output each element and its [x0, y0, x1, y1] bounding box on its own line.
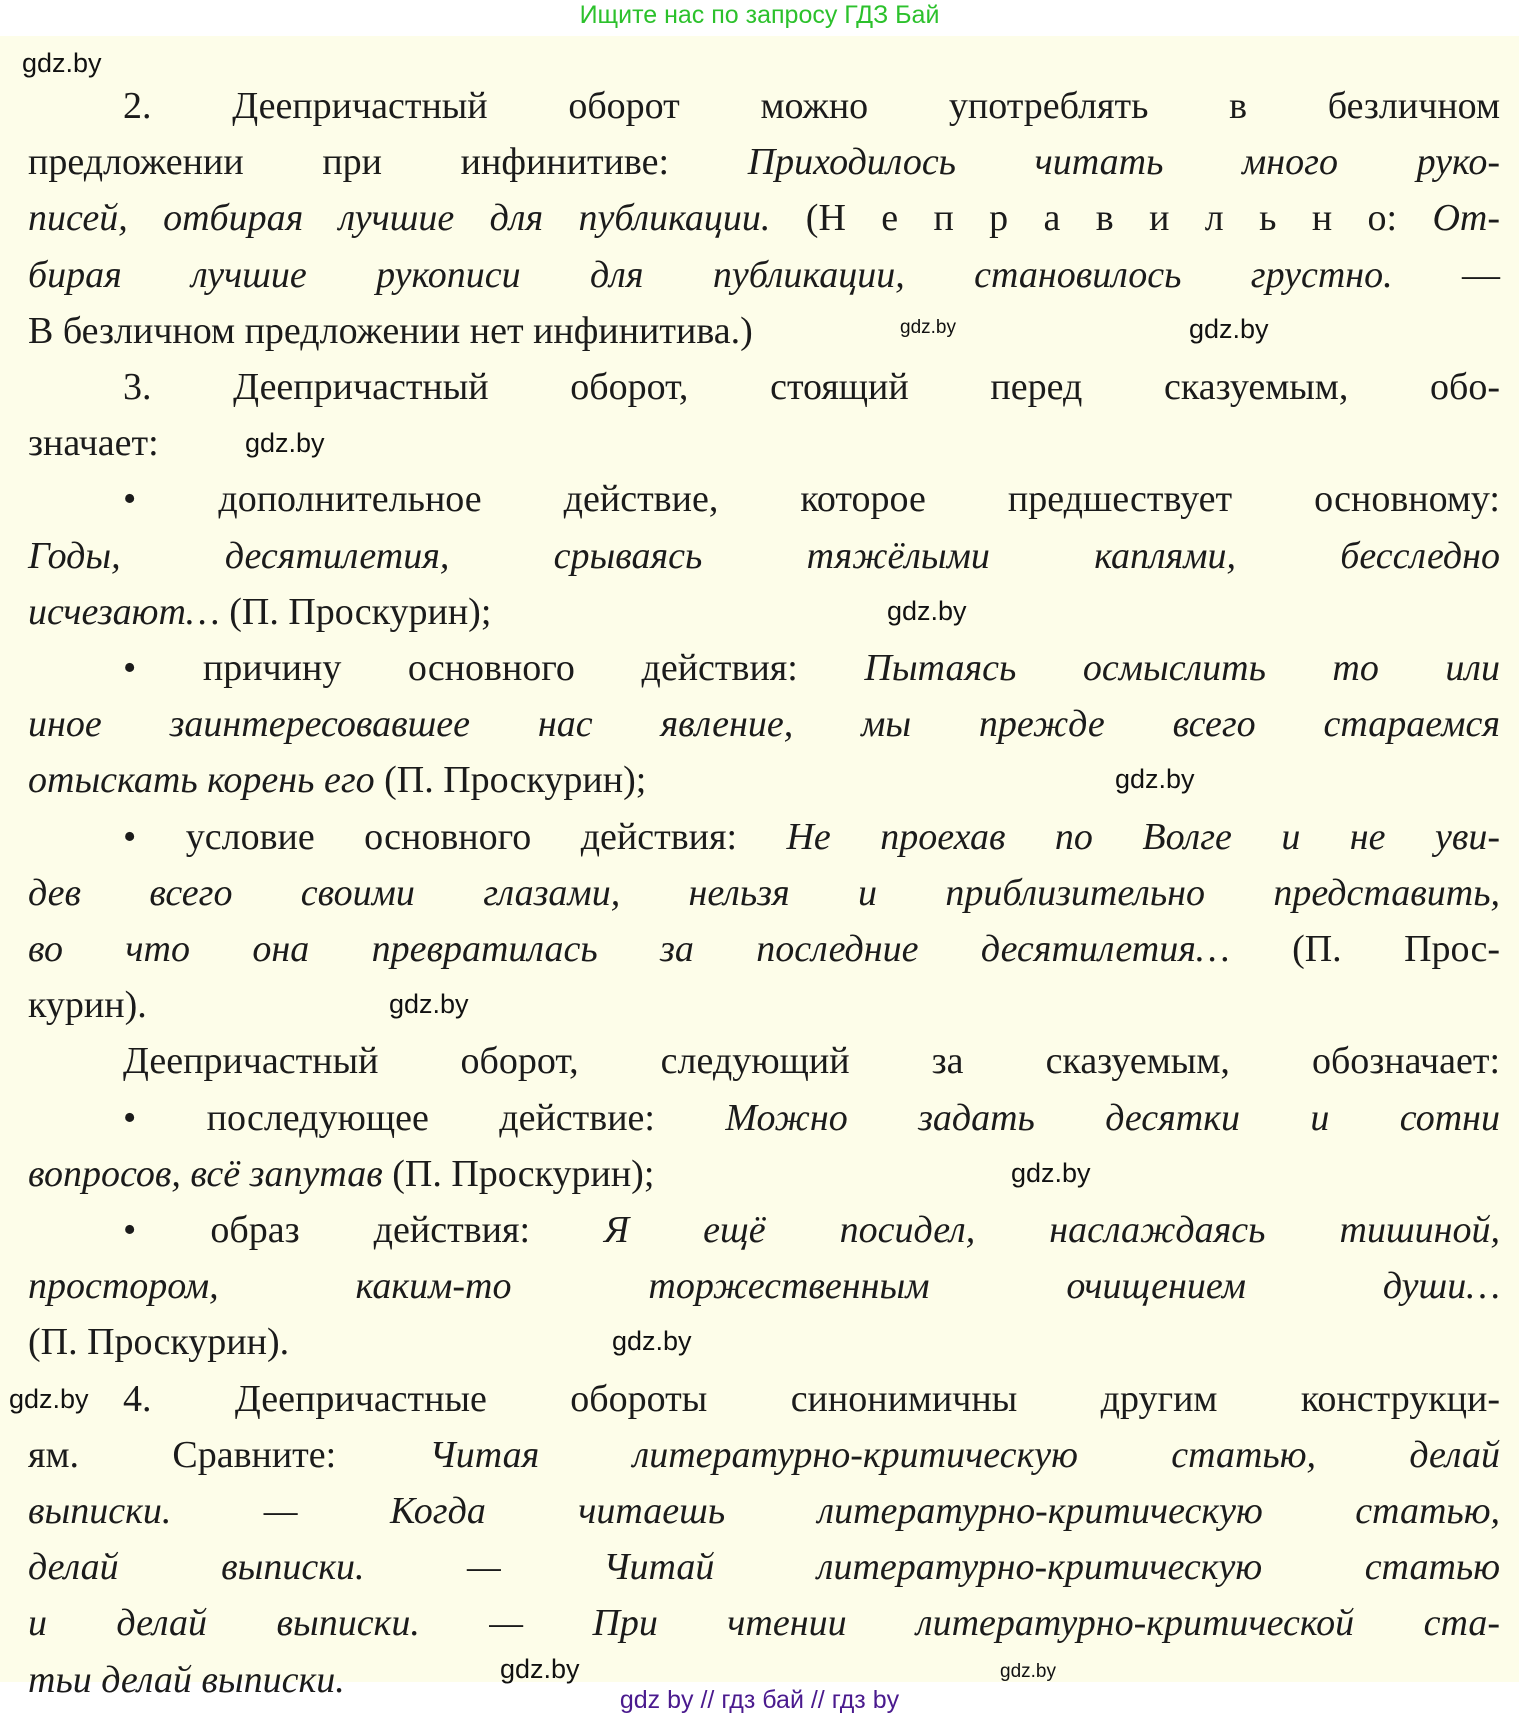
text-line [28, 134, 1500, 190]
example-text: Читая литературно-критическую статью, делай [429, 1433, 1500, 1476]
example-text: вопросов, всё запутав [28, 1152, 383, 1195]
watermark: gdz.by [9, 1384, 89, 1414]
example-text: во что она превратилась за последние десятилетия… [28, 928, 1230, 971]
example-text: писей, отбирая лучшие для публикации. [28, 197, 771, 240]
body-text: (Н е п р а в и л ь н о: [770, 197, 1433, 240]
watermark: gdz.by [22, 48, 102, 78]
watermark: gdz.by [1115, 764, 1195, 794]
watermark: gdz.by [1000, 1661, 1056, 1682]
text-line [123, 809, 1500, 865]
example-text: отыскать корень его [28, 759, 375, 802]
text-line [28, 1483, 1500, 1539]
watermark: gdz.by [1011, 1158, 1091, 1188]
example-text: От- [1432, 197, 1500, 240]
body-text: курин). [28, 984, 147, 1027]
example-text: и делай выписки. — При чтении литературно-критической ста- [28, 1602, 1500, 1645]
text-line [123, 1033, 1500, 1089]
text-line [123, 640, 1500, 696]
body-text: (П. Проскурин). [28, 1321, 290, 1364]
text-line [123, 359, 1500, 415]
search-banner[interactable]: Ищите нас по запросу ГДЗ Бай [579, 1, 940, 29]
example-text: Пытаясь осмыслить то или [864, 647, 1500, 690]
text-line [28, 752, 646, 808]
text-line [28, 584, 491, 640]
watermark: gdz.by [389, 989, 469, 1019]
example-text: выписки. — Когда читаешь литературно-критическую статью, [28, 1490, 1500, 1533]
page-text [28, 78, 1500, 1708]
body-text: Деепричастный оборот, следующий за сказуемым, обозначает: [123, 1040, 1500, 1083]
text-line [28, 865, 1500, 921]
body-text: — [1392, 253, 1500, 296]
body-text: • условие основного действия: [123, 815, 787, 858]
watermark: gdz.by [1189, 314, 1269, 344]
text-line [28, 303, 753, 359]
text-line [28, 1258, 1500, 1314]
body-text: (П. Проскурин); [219, 590, 492, 633]
body-text: • причину основного действия: [123, 647, 865, 690]
text-line [123, 1371, 1500, 1427]
footer-links[interactable]: gdz by // гдз бай // гдз by [619, 1686, 900, 1714]
body-text: ям. Сравните: [28, 1433, 430, 1476]
body-text: • последующее действие: [123, 1096, 726, 1139]
example-text: бирая лучшие рукописи для публикации, становилось грустно. [28, 253, 1393, 296]
watermark: gdz.by [500, 1654, 580, 1684]
text-line [28, 1539, 1500, 1595]
body-text: (П. Проскурин); [382, 1152, 655, 1195]
text-line [28, 1314, 289, 1370]
body-text: • образ действия: [123, 1209, 605, 1252]
example-text: делай выписки. — Читай литературно-критическую статью [28, 1546, 1500, 1589]
body-text: (П. Проскурин); [374, 759, 647, 802]
text-line [28, 415, 159, 471]
body-text: 3. Деепричастный оборот, стоящий перед сказуемым, обо- [123, 366, 1500, 409]
watermark: gdz.by [612, 1326, 692, 1356]
body-text: (П. Прос- [1229, 928, 1500, 971]
example-text: простором, каким-то торжественным очищением души… [28, 1265, 1500, 1308]
text-line [28, 1595, 1500, 1651]
body-text: 4. Деепричастные обороты синонимичны другим конструкци- [123, 1377, 1500, 1420]
text-line [28, 977, 147, 1033]
text-line [28, 921, 1500, 977]
example-text: иное заинтересовавшее нас явление, мы прежде всего стараемся [28, 703, 1500, 746]
example-text: тьи делай выписки. [28, 1658, 345, 1701]
body-text: предложении при инфинитиве: [28, 141, 748, 184]
text-line [28, 247, 1500, 303]
watermark: gdz.by [245, 428, 325, 458]
text-line [28, 696, 1500, 752]
text-line [123, 1202, 1500, 1258]
text-line [123, 471, 1500, 527]
example-text: Можно задать десятки и сотни [725, 1096, 1500, 1139]
body-text: В безличном предложении нет инфинитива.) [28, 309, 753, 352]
text-line [28, 528, 1500, 584]
body-text: значает: [28, 422, 159, 465]
example-text: Годы, десятилетия, срываясь тяжёлыми каплями, бесследно [28, 534, 1500, 577]
example-text: Приходилось читать много руко- [747, 141, 1500, 184]
watermark: gdz.by [887, 596, 967, 626]
body-text: • дополнительное действие, которое предшествует основному: [123, 478, 1500, 521]
watermark: gdz.by [900, 317, 956, 338]
text-line [28, 1427, 1500, 1483]
example-text: Не проехав по Волге и не уви- [786, 815, 1500, 858]
text-line [28, 1146, 654, 1202]
body-text: 2. Деепричастный оборот можно употреблять в безличном [123, 85, 1500, 127]
text-line [123, 1090, 1500, 1146]
example-text: дев всего своими глазами, нельзя и приблизительно представить, [28, 871, 1500, 914]
example-text: исчезают… [28, 590, 220, 633]
text-line [123, 78, 1500, 134]
text-line [28, 190, 1500, 246]
example-text: Я ещё посидел, наслаждаясь тишиной, [604, 1209, 1500, 1252]
